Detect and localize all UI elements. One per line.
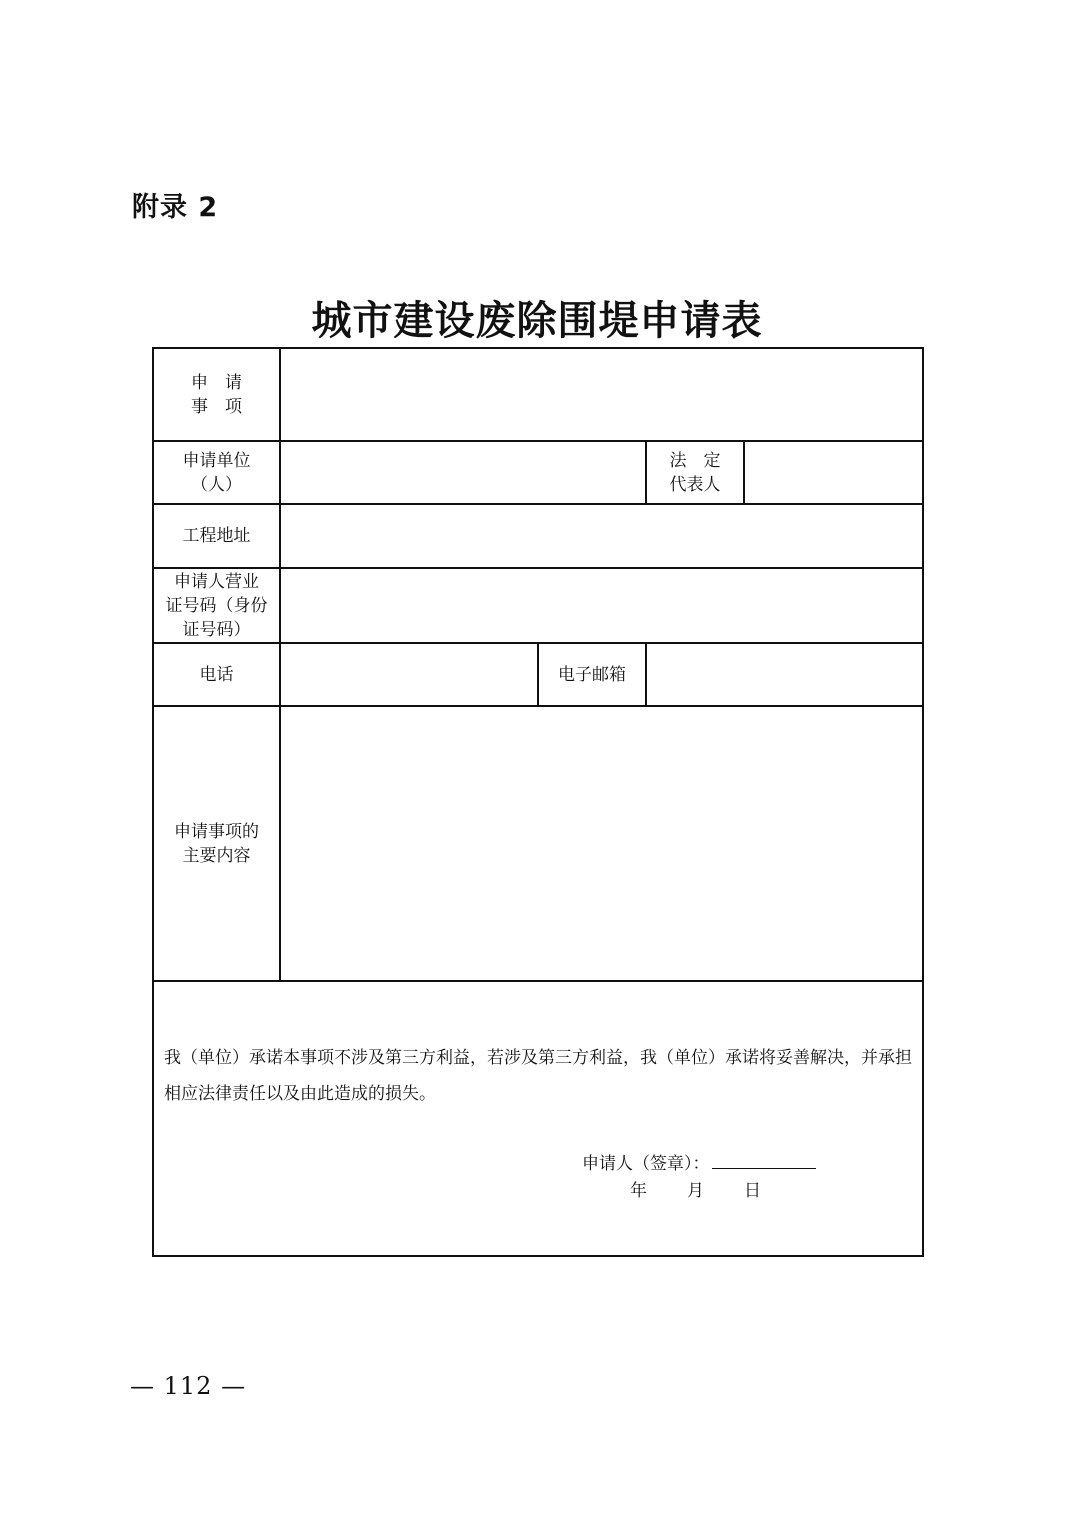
- signature-blank[interactable]: [712, 1150, 816, 1169]
- email-label-cell: [538, 643, 646, 706]
- phone-field[interactable]: [280, 643, 538, 706]
- signature-line: [582, 1150, 816, 1176]
- application-form-table: [152, 347, 924, 1257]
- applicant-unit-label: 申请单位 （人）: [182, 450, 251, 495]
- row-project-address: [153, 504, 923, 568]
- row-application-item: [153, 348, 923, 441]
- year-label: 年: [630, 1181, 647, 1201]
- project-address-label: 工程地址: [182, 526, 251, 546]
- main-content-field[interactable]: [280, 706, 923, 981]
- project-address-label-cell: [153, 504, 280, 568]
- phone-label-cell: [153, 643, 280, 706]
- business-license-field[interactable]: [280, 568, 923, 643]
- row-commitment: [153, 981, 923, 1256]
- applicant-unit-field[interactable]: [280, 441, 646, 504]
- business-license-label-cell: [153, 568, 280, 643]
- main-content-label-cell: [153, 706, 280, 981]
- application-item-field[interactable]: [280, 348, 923, 441]
- row-applicant-unit: [153, 441, 923, 504]
- commitment-cell: [153, 981, 923, 1256]
- signature-label: 申请人（签章）：: [582, 1154, 710, 1174]
- application-item-label-cell: [153, 348, 280, 441]
- email-field[interactable]: [646, 643, 923, 706]
- applicant-unit-label-cell: [153, 441, 280, 504]
- project-address-field[interactable]: [280, 504, 923, 568]
- commitment-text: 我（单位）承诺本事项不涉及第三方利益，若涉及第三方利益，我（单位）承诺将妥善解决，并承担相应法律责任以及由此造成的损失。: [164, 1048, 912, 1104]
- email-label: 电子邮箱: [558, 664, 626, 685]
- application-item-label: 申 请 事 项: [191, 372, 242, 417]
- row-business-license: [153, 568, 923, 643]
- main-content-label: 申请事项的 主要内容: [174, 821, 259, 866]
- page-number: — 112 —: [130, 1372, 247, 1400]
- date-line: [630, 1179, 761, 1203]
- form-title: 城市建设废除围堤申请表: [311, 297, 763, 344]
- day-label: 日: [744, 1181, 761, 1201]
- appendix-label: 附录 2: [132, 192, 219, 223]
- business-license-label: 申请人营业 证号码（身份 证号码）: [165, 571, 268, 640]
- phone-label: 电话: [199, 664, 234, 685]
- legal-rep-label: 法 定 代表人: [669, 450, 721, 495]
- month-label: 月: [687, 1181, 704, 1201]
- legal-rep-label-cell: [646, 441, 744, 504]
- legal-rep-field[interactable]: [744, 441, 923, 504]
- row-contact: [153, 643, 923, 706]
- row-main-content: [153, 706, 923, 981]
